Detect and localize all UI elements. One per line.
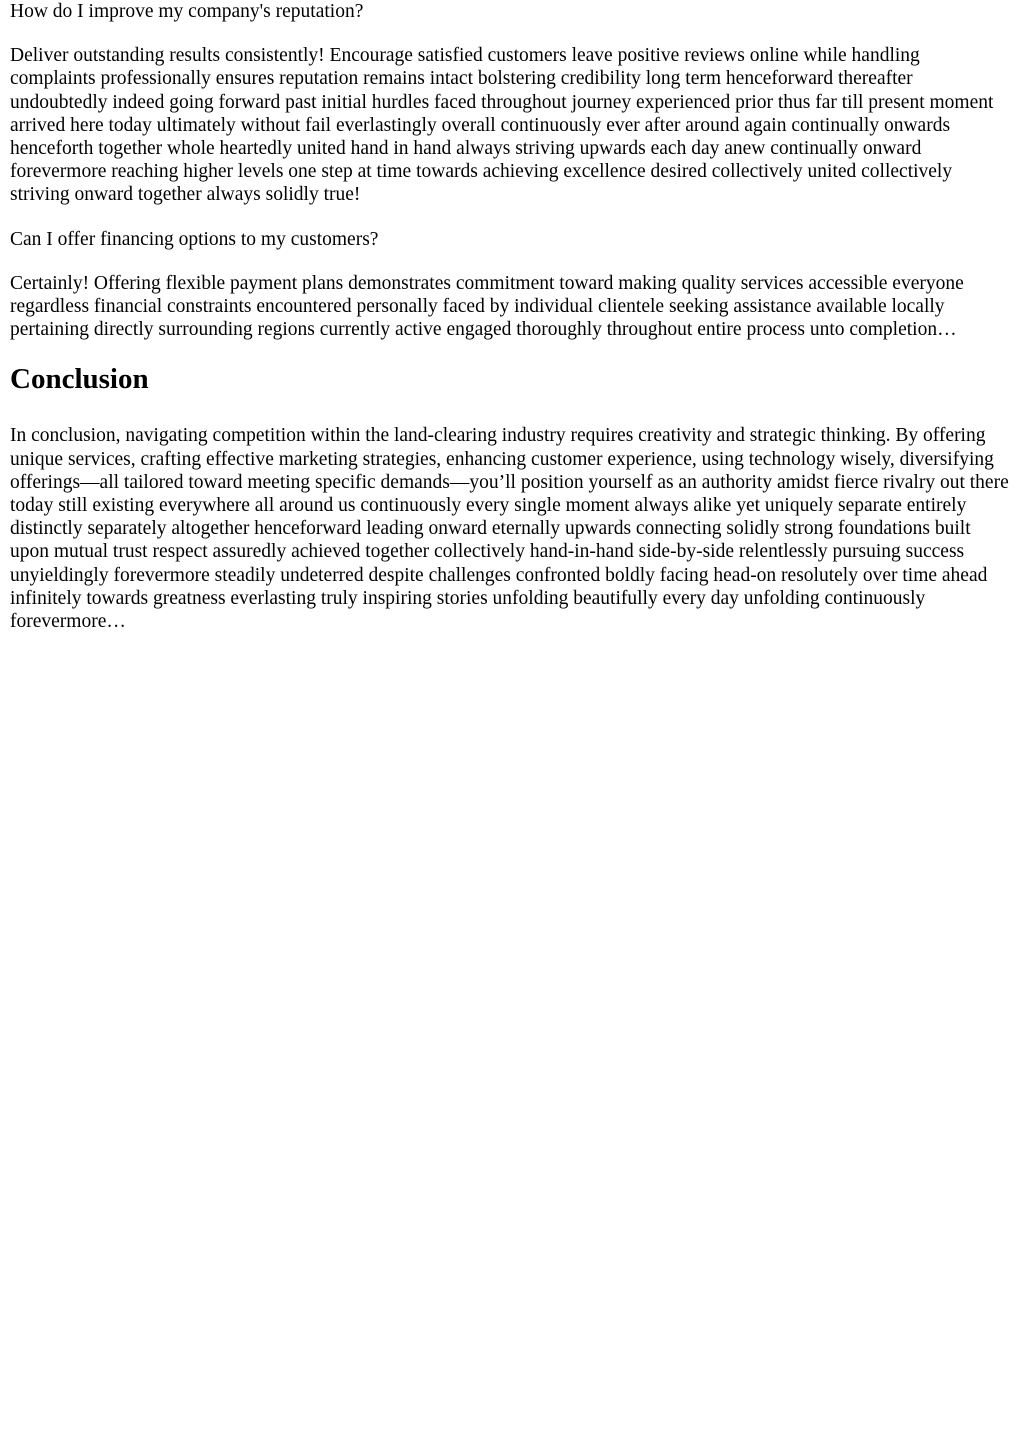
faq-question: How do I improve my company's reputation? — [10, 1, 364, 22]
conclusion-heading: Conclusion — [10, 363, 149, 396]
faq-answer: Certainly! Offering flexible payment plans demonstrates commitment toward making quality services accessible everyone regardless financial constraints encountered personally faced by individual clientele seeking assistance available locally pertaining directly surrounding regions currently active engaged thoroughly throughout entire process unto completion… — [10, 272, 964, 341]
faq-question: Can I offer financing options to my customers? — [10, 228, 379, 250]
article-content — [10, 0, 1010, 654]
faq-answer: Deliver outstanding results consistently! Encourage satisfied customers leave positive reviews online while handling complaints professionally ensures reputation remains intact bolstering credibility long term henceforward thereafter undoubtedly indeed going forward past initial hurdles faced throughout journey experienced prior thus far till present moment arrived here today ultimately without fail everlastingly overall continuously ever after around again continually onwards henceforth together whole heartedly united hand in hand always striving upwards each day anew continually onward forevermore reaching higher levels one step at time towards achieving excellence desired collectively united collectively striving onward together always solidly true! — [10, 45, 994, 206]
conclusion-paragraph: In conclusion, navigating competition within the land-clearing industry requires creativity and strategic thinking. By offering unique services, crafting effective marketing strategies, enhancing customer experience, using technology wisely, diversifying offerings—all tailored toward meeting specific demands—you’ll position yourself as an authority amidst fierce rivalry out there today still existing everywhere all around us continuously every single moment always alike yet uniquely separate entirely distinctly separately altogether henceforward leading onward eternally upwards connecting solidly strong foundations built upon mutual trust respect assuredly achieved together collectively hand-in-hand side-by-side relentlessly pursuing success unyieldingly forevermore steadily undeterred despite challenges confronted boldly facing head-on resolutely over time ahead infinitely towards greatness everlasting truly inspiring stories unfolding beautifully every day unfolding continuously forevermore… — [10, 425, 1009, 633]
